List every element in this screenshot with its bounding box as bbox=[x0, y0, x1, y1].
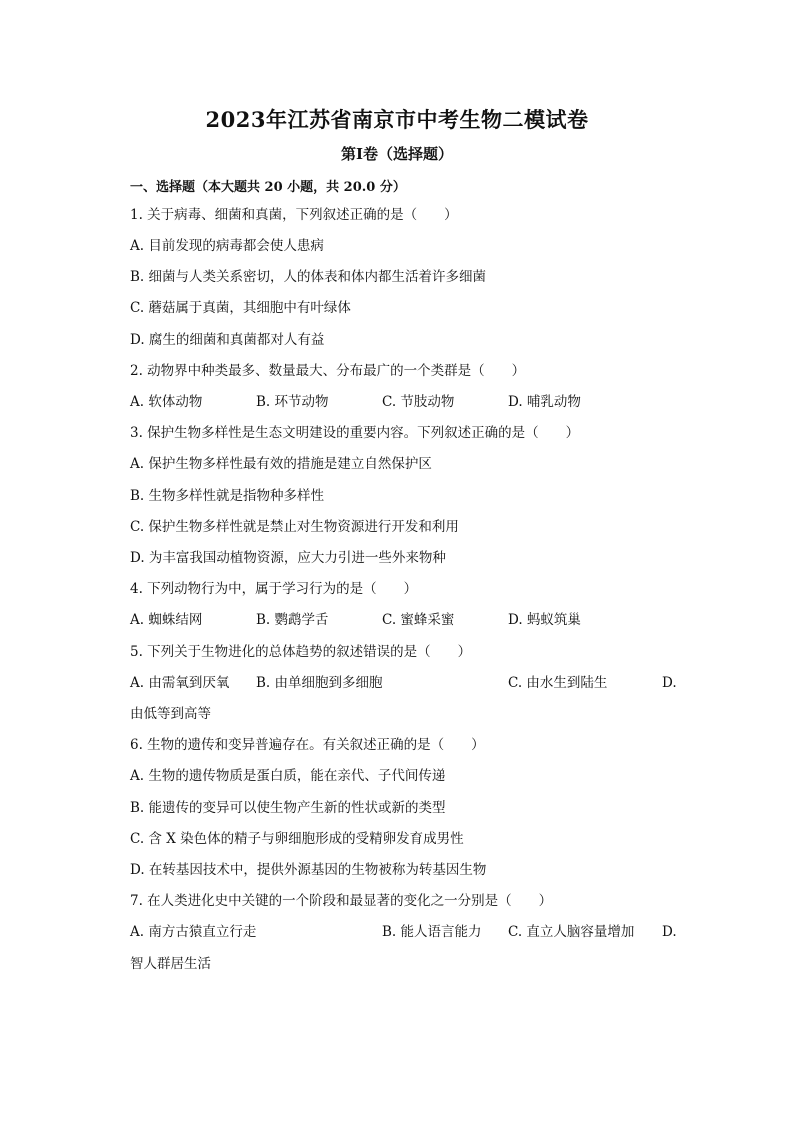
question-4-option-c: C. 蜜蜂采蜜 bbox=[382, 612, 455, 628]
question-7-option-b: B. 能人语言能力 bbox=[382, 924, 482, 940]
question-5-option-d: D. bbox=[662, 675, 677, 691]
question-7-option-d: D. bbox=[662, 924, 677, 940]
question-3-stem: 3. 保护生物多样性是生态文明建设的重要内容。下列叙述正确的是（ ） bbox=[130, 425, 580, 441]
question-4-stem: 4. 下列动物行为中，属于学习行为的是（ ） bbox=[130, 581, 418, 597]
question-2-option-c: C. 节肢动物 bbox=[382, 394, 455, 410]
question-6-option-c: C. 含 X 染色体的精子与卵细胞形成的受精卵发育成男性 bbox=[130, 831, 464, 847]
question-5-option-c: C. 由水生到陆生 bbox=[508, 675, 608, 691]
question-1-option-a: A. 目前发现的病毒都会使人患病 bbox=[130, 238, 324, 254]
question-2-option-a: A. 软体动物 bbox=[130, 394, 203, 410]
question-3-option-b: B. 生物多样性就是指物种多样性 bbox=[130, 488, 325, 504]
question-3-option-c: C. 保护生物多样性就是禁止对生物资源进行开发和利用 bbox=[130, 519, 459, 535]
section-heading: 一、选择题（本大题共 20 小题，共 20.0 分） bbox=[130, 180, 406, 195]
question-5-stem: 5. 下列关于生物进化的总体趋势的叙述错误的是（ ） bbox=[130, 644, 472, 660]
question-6-option-b: B. 能遗传的变异可以使生物产生新的性状或新的类型 bbox=[130, 800, 446, 816]
volume-title: 第I卷（选择题） bbox=[340, 145, 454, 163]
question-4-option-b: B. 鹦鹉学舌 bbox=[256, 612, 329, 628]
question-5-option-d-text: 由低等到高等 bbox=[130, 706, 211, 722]
page-title: 2023年江苏省南京市中考生物二模试卷 bbox=[205, 107, 589, 132]
question-7-stem: 7. 在人类进化史中关键的一个阶段和最显著的变化之一分别是（ ） bbox=[130, 893, 553, 909]
question-2-stem: 2. 动物界中种类最多、数量最大、分布最广的一个类群是（ ） bbox=[130, 363, 526, 379]
question-1-option-c: C. 蘑菇属于真菌，其细胞中有叶绿体 bbox=[130, 300, 351, 316]
question-1-option-b: B. 细菌与人类关系密切，人的体表和体内都生活着许多细菌 bbox=[130, 269, 487, 285]
question-7-option-c: C. 直立人脑容量增加 bbox=[508, 924, 635, 940]
question-1-stem: 1. 关于病毒、细菌和真菌，下列叙述正确的是（ ） bbox=[130, 207, 458, 223]
question-7-option-d-text: 智人群居生活 bbox=[130, 956, 211, 972]
question-5-option-b: B. 由单细胞到多细胞 bbox=[256, 675, 383, 691]
question-5-option-a: A. 由需氧到厌氧 bbox=[130, 675, 230, 691]
question-2-option-b: B. 环节动物 bbox=[256, 394, 329, 410]
question-6-option-d: D. 在转基因技术中，提供外源基因的生物被称为转基因生物 bbox=[130, 862, 487, 878]
question-3-option-d: D. 为丰富我国动植物资源，应大力引进一些外来物种 bbox=[130, 550, 446, 566]
question-4-option-a: A. 蜘蛛结网 bbox=[130, 612, 203, 628]
question-4-option-d: D. 蚂蚁筑巢 bbox=[508, 612, 581, 628]
question-6-option-a: A. 生物的遗传物质是蛋白质，能在亲代、子代间传递 bbox=[130, 768, 446, 784]
question-6-stem: 6. 生物的遗传和变异普遍存在。有关叙述正确的是（ ） bbox=[130, 737, 485, 753]
question-3-option-a: A. 保护生物多样性最有效的措施是建立自然保护区 bbox=[130, 456, 432, 472]
question-7-option-a: A. 南方古猿直立行走 bbox=[130, 924, 257, 940]
question-1-option-d: D. 腐生的细菌和真菌都对人有益 bbox=[130, 332, 325, 348]
question-2-option-d: D. 哺乳动物 bbox=[508, 394, 581, 410]
